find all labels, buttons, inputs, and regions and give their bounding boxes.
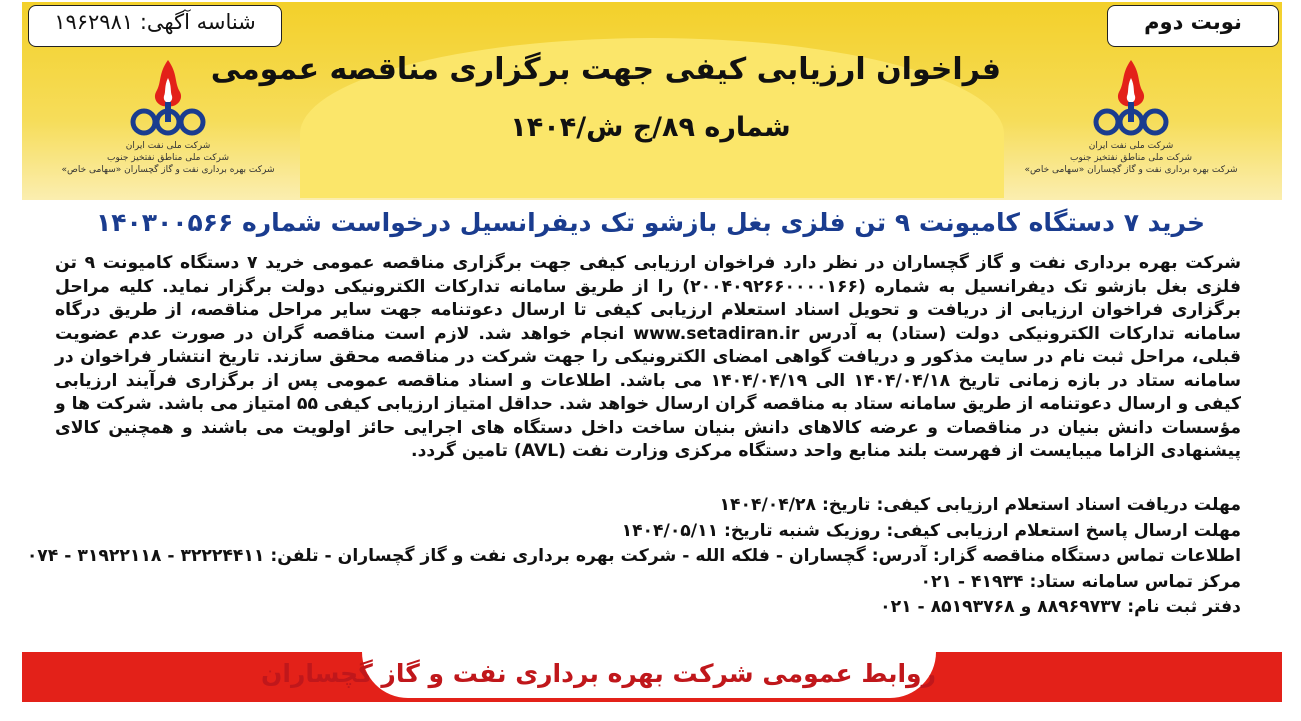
deadline-send: مهلت ارسال پاسخ استعلام ارزیابی کیفی: روزیک شنبه تاریخ: ۱۴۰۴/۰۵/۱۱ bbox=[621, 520, 1241, 541]
company-logo-right bbox=[1011, 58, 1251, 198]
deadline-receive: مهلت دریافت اسناد استعلام ارزیابی کیفی: تاریخ: ۱۴۰۴/۰۴/۲۸ bbox=[719, 495, 1241, 515]
logo-caption-line2: شرکت ملی مناطق نفتخیز جنوب bbox=[1070, 153, 1192, 163]
logo-caption-line3: شرکت بهره برداری نفت و گاز گچساران «سهامی خاص» bbox=[61, 165, 275, 175]
nioc-logo-icon bbox=[128, 58, 208, 140]
logo-caption-line2: شرکت ملی مناطق نفتخیز جنوب bbox=[107, 153, 229, 163]
body-paragraph: شرکت بهره برداری نفت و گاز گچساران در نظر دارد فراخوان ارزیابی کیفی جهت برگزاری مناقصه عمومی خرید ۷ دستگاه کامیونت ۹ تن فلزی بغل بازشو تک دیفرانسیل به شماره (۲۰۰۴۰۹۲۶۶۰۰۰۰۱۶۶) را از طریق سامانه تدارکات الکترونیکی دولت برگزار نماید. کلیه مراحل برگزاری فراخوان ارزیابی از دریافت و تحویل اسناد استعلام ارزیابی کیفی تا ارسال دعوتنامه جهت سایر مراحل مناقصه، از طریق درگاه سامانه تدارکات الکترونیکی دولت (ستاد) به آدرس www.setadiran.ir انجام خواهد شد. لازم است مناقصه گران در صورت عدم عضویت قبلی، مراحل ثبت نام در سایت مذکور و دریافت گواهی امضای الکترونیکی را جهت شرکت در مناقصه محقق سازند. تاریخ انتشار فراخوان در سامانه ستاد در بازه زمانی تاریخ ۱۴۰۴/۰۴/۱۸ الی ۱۴۰۴/۰۴/۱۹ می باشد. اطلاعات و اسناد مناقصه عمومی پس از برگزاری فرآیند ارزیابی کیفی و ارسال دعوتنامه از طریق سامانه ستاد به مناقصه گران ارسال خواهد شد. حداقل امتیاز ارزیابی کیفی ۵۵ امتیاز می باشد. شرکت ها و مؤسسات دانش بنیان در مناقصات و عرضه کالاهای دانش بنیان ساخت داخل دستگاه های اجرایی حائز اولویت می باشند و همچنین کالای پیشنهادی الزاما میبایست از فهرست بلند منابع واحد دستگاه مرکزی وزارت نفت (AVL) تامین گردد. bbox=[55, 253, 1241, 461]
registry-office: دفتر ثبت نام: ۸۸۹۶۹۷۳۷ و ۸۵۱۹۳۷۶۸ - ۰۲۱ bbox=[880, 597, 1241, 617]
logo-caption-line1: شرکت ملی نفت ایران bbox=[1088, 141, 1174, 151]
logo-caption-line3: شرکت بهره برداری نفت و گاز گچساران «سهامی خاص» bbox=[1024, 165, 1238, 175]
contact-info: اطلاعات تماس دستگاه مناقصه گزار: آدرس: گچساران - فلکه الله - شرکت بهره برداری نفت و گاز گچساران - تلفن: ۳۲۲۲۴۴۱۱ - ۳۱۹۲۲۱۱۸ - ۰۷۴ bbox=[26, 546, 1241, 566]
setad-contact-center: مرکز تماس سامانه ستاد: ۴۱۹۳۴ - ۰۲۱ bbox=[920, 571, 1241, 592]
round-label: نوبت دوم bbox=[1107, 5, 1279, 47]
ad-id-label: شناسه آگهی: ۱۹۶۲۹۸۱ bbox=[28, 5, 282, 47]
body-text bbox=[55, 252, 1241, 464]
nioc-logo-icon bbox=[1091, 58, 1171, 140]
logo-caption-line1: شرکت ملی نفت ایران bbox=[125, 141, 211, 151]
page-title: فراخوان ارزیابی کیفی جهت برگزاری مناقصه عمومی bbox=[210, 52, 1001, 87]
tender-subject: خرید ۷ دستگاه کامیونت ۹ تن فلزی بغل بازشو تک دیفرانسیل درخواست شماره ۱۴۰۳۰۰۵۶۶ bbox=[95, 208, 1206, 237]
company-logo-left bbox=[48, 58, 288, 198]
tender-number: شماره ۸۹/ج ش/۱۴۰۴ bbox=[510, 112, 791, 143]
info-section bbox=[26, 493, 1241, 621]
footer-text: روابط عمومی شرکت بهره برداری نفت و گاز گچساران bbox=[261, 659, 936, 688]
